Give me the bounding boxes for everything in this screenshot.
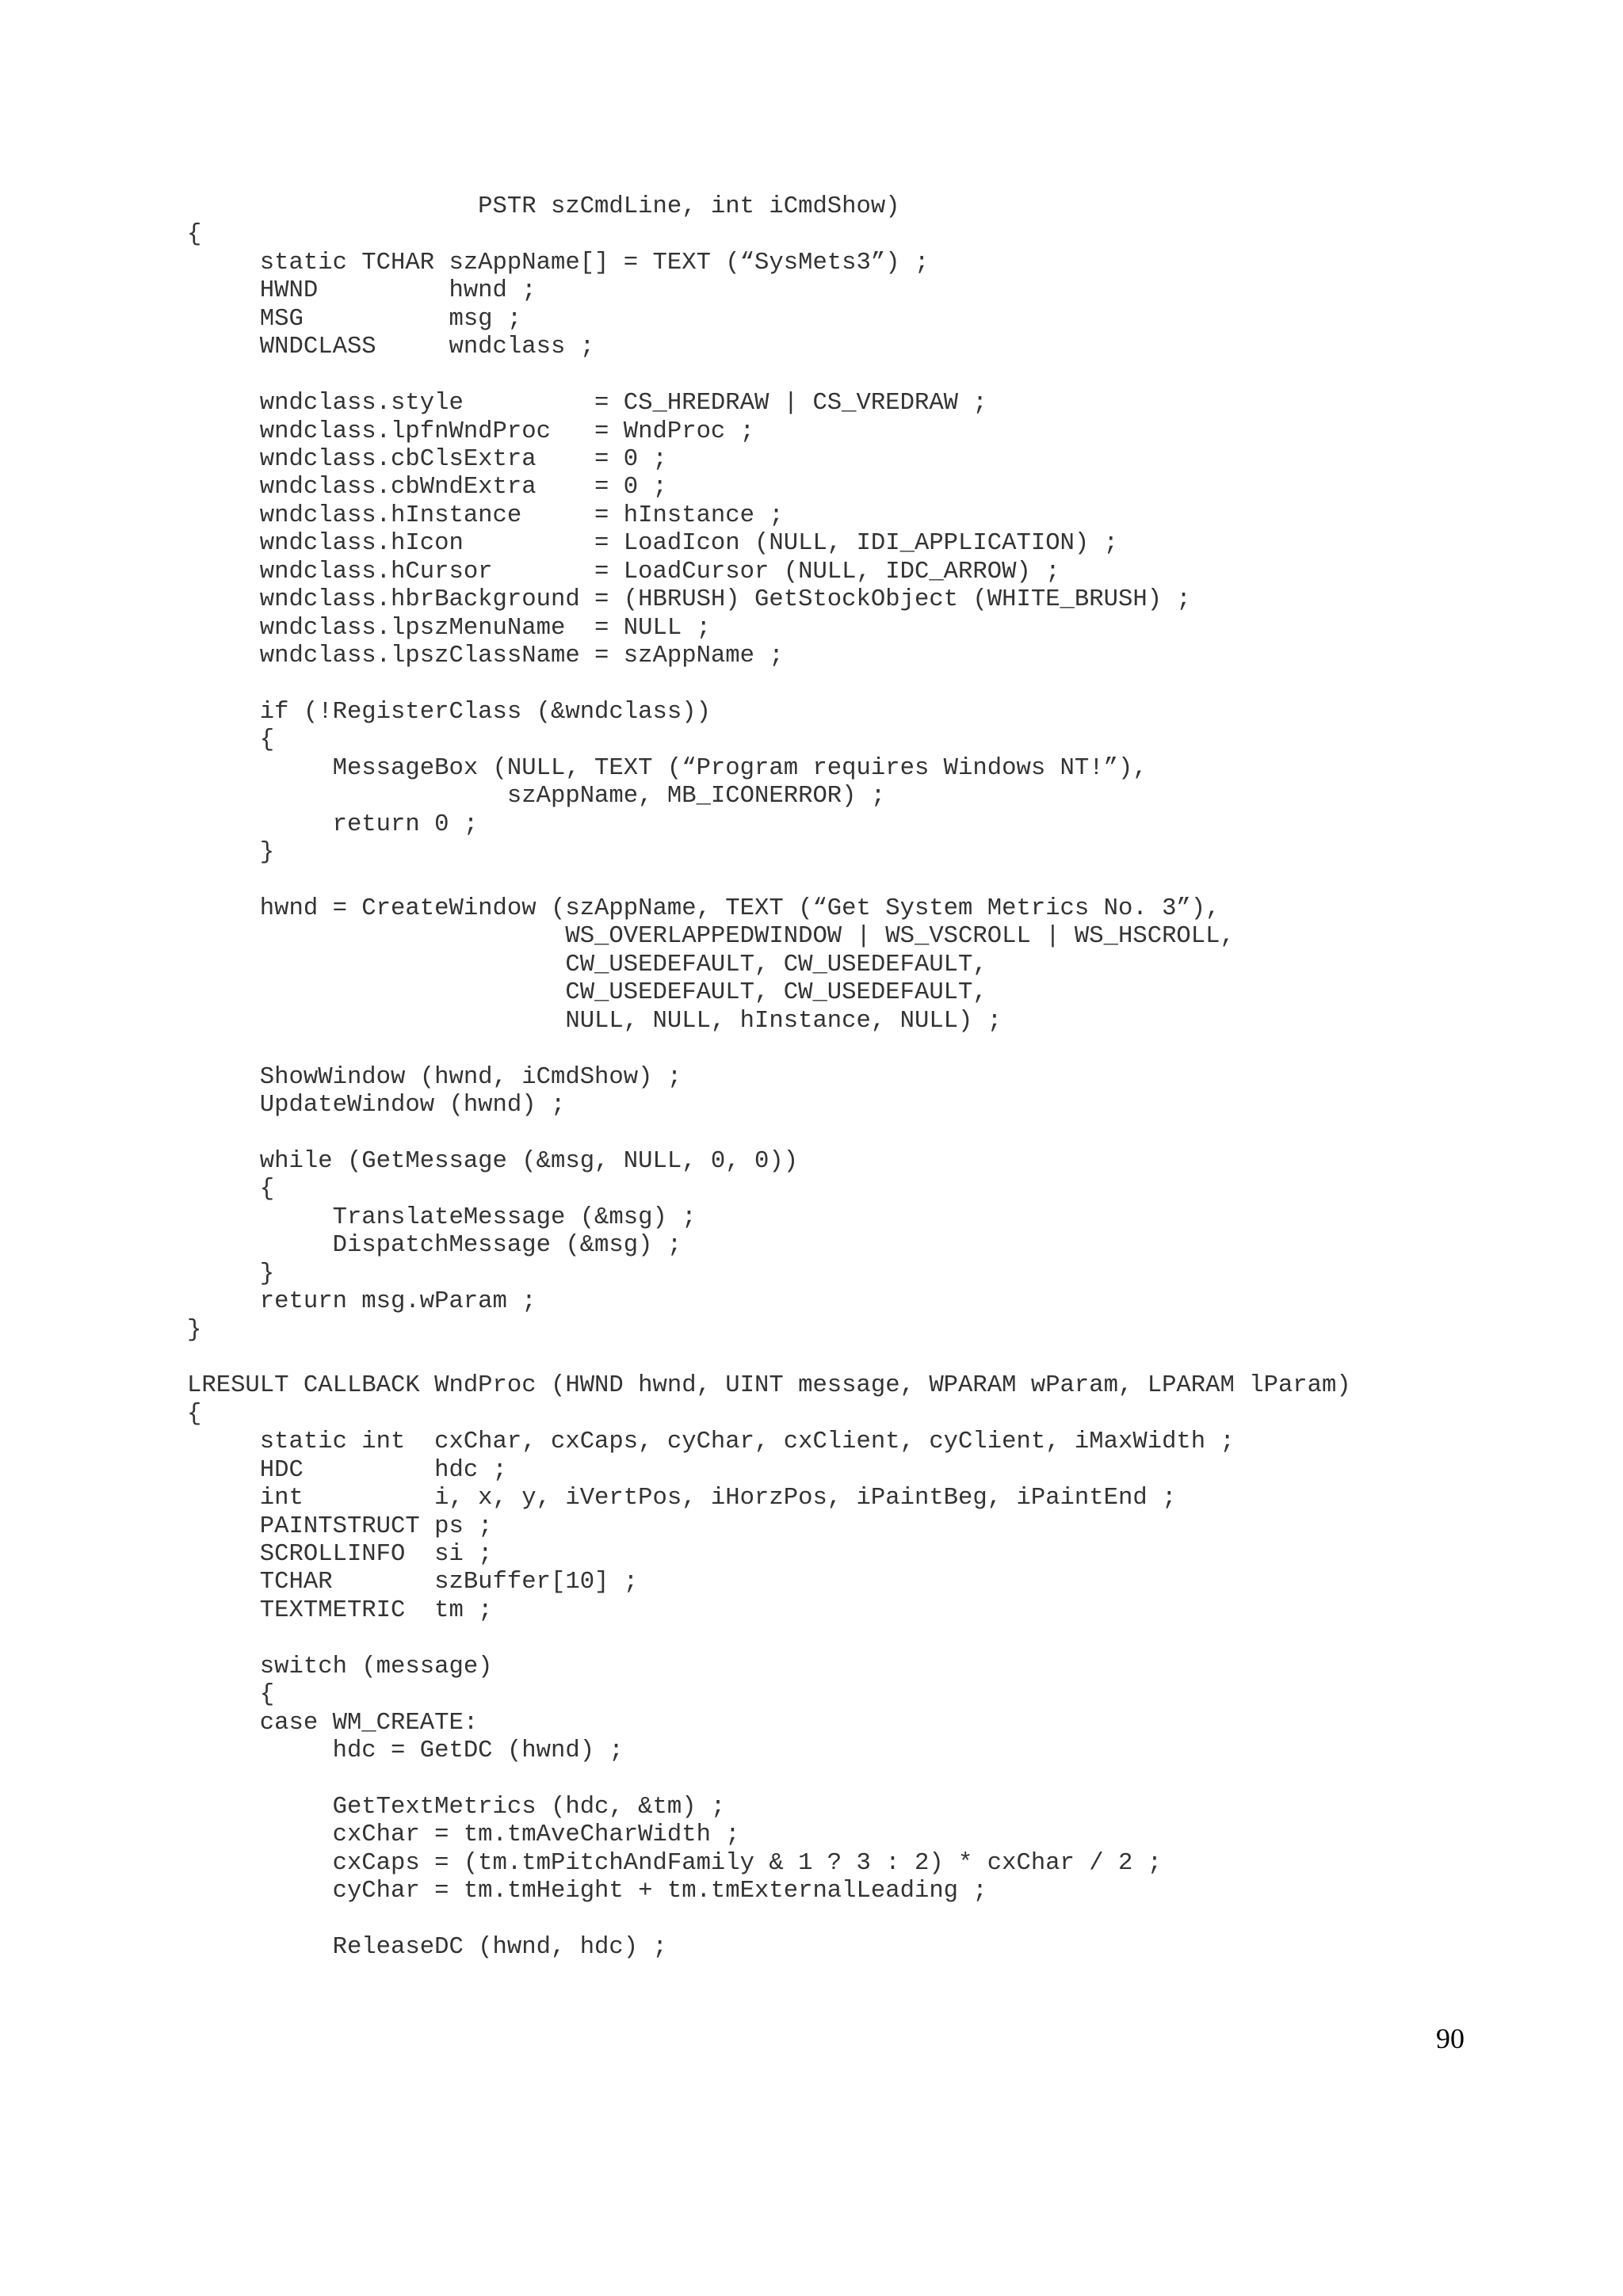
- code-line: TranslateMessage (&msg) ;: [187, 1203, 697, 1231]
- code-line: wndclass.hIcon = LoadIcon (NULL, IDI_APPLICATION) ;: [187, 530, 1118, 558]
- code-line: MSG msg ;: [187, 305, 522, 333]
- code-line: CW_USEDEFAULT, CW_USEDEFAULT,: [187, 951, 987, 978]
- code-line: [187, 1766, 1351, 1794]
- code-line: cxChar = tm.tmAveCharWidth ;: [187, 1821, 740, 1849]
- code-line: NULL, NULL, hInstance, NULL) ;: [187, 1007, 1002, 1035]
- code-line: cyChar = tm.tmHeight + tm.tmExternalLeading ;: [187, 1878, 987, 1905]
- code-line: int i, x, y, iVertPos, iHorzPos, iPaintBeg, iPaintEnd ;: [187, 1485, 1177, 1512]
- code-line: [187, 1625, 1351, 1653]
- code-line: wndclass.lpszMenuName = NULL ;: [187, 614, 711, 642]
- code-line: [187, 1035, 1351, 1063]
- code-line: ShowWindow (hwnd, iCmdShow) ;: [187, 1063, 682, 1091]
- code-line: CW_USEDEFAULT, CW_USEDEFAULT,: [187, 979, 987, 1007]
- code-line: SCROLLINFO si ;: [187, 1541, 493, 1568]
- code-line: TEXTMETRIC tm ;: [187, 1596, 493, 1624]
- code-line: while (GetMessage (&msg, NULL, 0, 0)): [187, 1147, 799, 1175]
- code-line: wndclass.hbrBackground = (HBRUSH) GetStockObject (WHITE_BRUSH) ;: [187, 586, 1191, 614]
- code-line: [187, 868, 1351, 895]
- code-line: if (!RegisterClass (&wndclass)): [187, 698, 711, 726]
- code-line: }: [187, 1316, 202, 1344]
- code-line: static TCHAR szAppName[] = TEXT (“SysMets3”) ;: [187, 249, 930, 277]
- code-line: {: [187, 1176, 275, 1203]
- code-line: {: [187, 1681, 275, 1709]
- code-line: hdc = GetDC (hwnd) ;: [187, 1737, 624, 1765]
- code-line: MessageBox (NULL, TEXT (“Program requires Windows NT!”),: [187, 754, 1148, 782]
- code-line: wndclass.hInstance = hInstance ;: [187, 502, 784, 529]
- code-line: {: [187, 221, 202, 249]
- code-line: switch (message): [187, 1653, 493, 1680]
- code-line: cxCaps = (tm.tmPitchAndFamily & 1 ? 3 : 2) * cxChar / 2 ;: [187, 1849, 1163, 1877]
- code-line: {: [187, 727, 275, 754]
- code-line: PSTR szCmdLine, int iCmdShow): [187, 193, 900, 220]
- code-line: return msg.wParam ;: [187, 1288, 537, 1316]
- code-line: case WM_CREATE:: [187, 1709, 479, 1737]
- code-line: wndclass.cbClsExtra = 0 ;: [187, 445, 667, 473]
- code-line: wndclass.hCursor = LoadCursor (NULL, IDC_ARROW) ;: [187, 558, 1060, 585]
- code-line: HDC hdc ;: [187, 1456, 507, 1484]
- code-line: }: [187, 1260, 275, 1287]
- code-line: }: [187, 839, 275, 867]
- code-line: wndclass.cbWndExtra = 0 ;: [187, 474, 667, 502]
- page-number: 90: [1436, 2023, 1465, 2054]
- code-line: [187, 1344, 1351, 1372]
- code-line: HWND hwnd ;: [187, 277, 537, 305]
- code-line: GetTextMetrics (hdc, &tm) ;: [187, 1793, 726, 1821]
- code-line: [187, 670, 1351, 698]
- code-line: TCHAR szBuffer[10] ;: [187, 1569, 639, 1596]
- code-line: LRESULT CALLBACK WndProc (HWND hwnd, UINT message, WPARAM wParam, LPARAM lParam): [187, 1372, 1351, 1400]
- code-line: static int cxChar, cxCaps, cyChar, cxClient, cyClient, iMaxWidth ;: [187, 1428, 1235, 1456]
- code-line: UpdateWindow (hwnd) ;: [187, 1092, 566, 1119]
- code-line: wndclass.style = CS_HREDRAW | CS_VREDRAW ;: [187, 390, 987, 418]
- code-line: DispatchMessage (&msg) ;: [187, 1232, 682, 1260]
- code-line: return 0 ;: [187, 810, 479, 838]
- code-line: WNDCLASS wndclass ;: [187, 334, 595, 361]
- code-line: {: [187, 1400, 202, 1428]
- code-line: [187, 1906, 1351, 1934]
- code-line: wndclass.lpfnWndProc = WndProc ;: [187, 418, 755, 445]
- code-line: [187, 362, 1351, 390]
- code-line: wndclass.lpszClassName = szAppName ;: [187, 643, 784, 669]
- code-line: WS_OVERLAPPEDWINDOW | WS_VSCROLL | WS_HSCROLL,: [187, 923, 1235, 951]
- code-line: szAppName, MB_ICONERROR) ;: [187, 783, 886, 810]
- code-line: ReleaseDC (hwnd, hdc) ;: [187, 1934, 667, 1962]
- code-listing: [187, 193, 1351, 1962]
- code-line: hwnd = CreateWindow (szAppName, TEXT (“Get System Metrics No. 3”),: [187, 894, 1220, 922]
- code-line: [187, 1119, 1351, 1147]
- code-line: PAINTSTRUCT ps ;: [187, 1512, 493, 1540]
